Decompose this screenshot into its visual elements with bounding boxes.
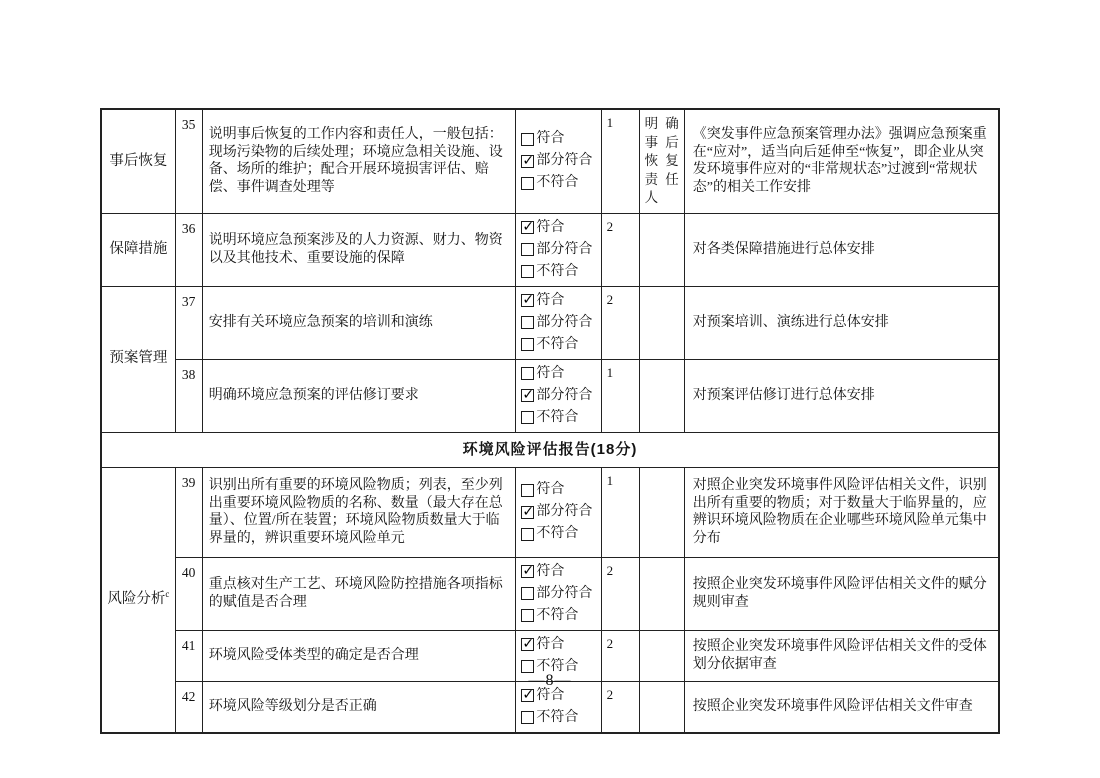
checkbox-icon[interactable]: [521, 484, 534, 497]
responsible-person-cell: [639, 213, 684, 286]
checkbox-icon[interactable]: [521, 133, 534, 146]
option-partial: [521, 240, 600, 260]
score-value: 1: [601, 467, 639, 557]
option-label: 不符合: [536, 709, 579, 725]
category-footnote: c: [165, 588, 170, 599]
checkbox-icon[interactable]: [521, 243, 534, 256]
option-label: 部分符合: [536, 153, 593, 169]
row-number: 42: [175, 681, 202, 733]
option-nonconform: [521, 408, 600, 428]
category-label: 预案管理: [109, 350, 168, 367]
checkbox-icon[interactable]: [521, 411, 534, 424]
checkbox-icon[interactable]: [521, 367, 534, 380]
option-label: 部分符合: [536, 241, 593, 257]
category-cell: [101, 467, 175, 733]
criterion-description: 环境风险等级划分是否正确: [202, 681, 516, 733]
option-nonconform: [521, 524, 600, 544]
category-label: 保障措施: [109, 240, 168, 257]
remark-text: 《突发事件应急预案管理办法》强调应急预案重在“应对”，适当向后延伸至“恢复”，即企业从突发环境事件应对的“非常规状态”过渡到“常规状态”的相关工作安排: [684, 109, 999, 213]
row-number: 40: [175, 557, 202, 630]
option-partial: [521, 584, 600, 604]
score-value: 2: [601, 213, 639, 286]
remark-text: 对预案评估修订进行总体安排: [684, 359, 999, 432]
category-cell: [101, 286, 175, 432]
responsible-person-cell: [639, 557, 684, 630]
compliance-options: [516, 286, 601, 359]
option-label: 符合: [536, 365, 565, 381]
option-label: 不符合: [536, 526, 579, 541]
category-label: 事后恢复: [109, 152, 168, 169]
criterion-description: 明确环境应急预案的评估修订要求: [202, 359, 516, 432]
option-conform: [521, 635, 600, 655]
remark-text: 按照企业突发环境事件风险评估相关文件的受体划分依据审查: [684, 630, 999, 681]
checkbox-icon[interactable]: [521, 294, 534, 307]
option-label: 部分符合: [536, 585, 593, 601]
compliance-options: [516, 213, 601, 286]
checkbox-icon[interactable]: [521, 389, 534, 402]
option-label: 部分符合: [536, 504, 593, 519]
responsible-person-cell: [639, 467, 684, 557]
checkbox-icon[interactable]: [521, 155, 534, 168]
compliance-options: [516, 109, 601, 213]
option-nonconform: [521, 173, 600, 193]
checkbox-icon[interactable]: [521, 316, 534, 329]
option-label: 符合: [536, 131, 565, 147]
option-partial: [521, 502, 600, 522]
remark-text: 按照企业突发环境事件风险评估相关文件审查: [684, 681, 999, 733]
option-label: 符合: [536, 292, 565, 308]
option-label: 不符合: [536, 336, 579, 352]
score-value: 2: [601, 286, 639, 359]
remark-text: 按照企业突发环境事件风险评估相关文件的赋分规则审查: [684, 557, 999, 630]
row-number: 41: [175, 630, 202, 681]
section-header: 环境风险评估报告(18分): [101, 432, 999, 467]
page-number: —8—: [528, 672, 572, 689]
score-value: 2: [601, 681, 639, 733]
checkbox-icon[interactable]: [521, 506, 534, 519]
option-conform: [521, 562, 600, 582]
option-nonconform: [521, 606, 600, 626]
option-label: 不符合: [536, 409, 579, 425]
option-partial: [521, 151, 600, 171]
option-nonconform: [521, 262, 600, 282]
remark-text: 对照企业突发环境事件风险评估相关文件，识别出所有重要的物质；对于数量大于临界量的，应辨识环境风险物质在企业哪些环境风险单元集中分布: [684, 467, 999, 557]
option-label: 符合: [536, 482, 565, 497]
option-nonconform: [521, 708, 600, 728]
category-label: 风险分析: [107, 590, 166, 607]
row-number: 39: [175, 467, 202, 557]
table-row: [101, 557, 999, 630]
option-label: 符合: [536, 687, 565, 703]
option-label: 不符合: [536, 263, 579, 279]
section-header-row: [101, 432, 999, 467]
option-nonconform: [521, 335, 600, 355]
checkbox-icon[interactable]: [521, 711, 534, 724]
checkbox-icon[interactable]: [521, 528, 534, 541]
checkbox-icon[interactable]: [521, 177, 534, 190]
option-label: 部分符合: [536, 314, 593, 330]
remark-text: 对预案培训、演练进行总体安排: [684, 286, 999, 359]
checkbox-icon[interactable]: [521, 689, 534, 702]
table-row: [101, 467, 999, 557]
option-partial: [521, 386, 600, 406]
option-partial: [521, 313, 600, 333]
compliance-options: [516, 467, 601, 557]
compliance-options: [516, 557, 601, 630]
checkbox-icon[interactable]: [521, 587, 534, 600]
table-row: [101, 359, 999, 432]
option-label: 不符合: [536, 607, 579, 623]
criterion-description: 重点核对生产工艺、环境风险防控措施各项指标的赋值是否合理: [202, 557, 516, 630]
remark-text: 对各类保障措施进行总体安排: [684, 213, 999, 286]
responsible-person-cell: [639, 359, 684, 432]
row-number: 38: [175, 359, 202, 432]
option-label: 不符合: [536, 175, 579, 191]
evaluation-table: [100, 108, 1000, 734]
responsible-person-cell: [639, 286, 684, 359]
score-value: 2: [601, 557, 639, 630]
row-number: 37: [175, 286, 202, 359]
option-label: 符合: [536, 563, 565, 579]
checkbox-icon[interactable]: [521, 609, 534, 622]
criterion-description: 识别出所有重要的环境风险物质；列表，至少列出重要环境风险物质的名称、数量（最大存在总量）、位置/所在装置；环境风险物质数量大于临界量的，辨识重要环境风险单元: [202, 467, 516, 557]
option-label: 符合: [536, 219, 565, 235]
score-value: 1: [601, 109, 639, 213]
criterion-description: 安排有关环境应急预案的培训和演练: [202, 286, 516, 359]
compliance-options: [516, 359, 601, 432]
category-cell: [101, 109, 175, 213]
option-conform: [521, 364, 600, 384]
checkbox-icon[interactable]: [521, 565, 534, 578]
criterion-description: 环境风险受体类型的确定是否合理: [202, 630, 516, 681]
checkbox-icon[interactable]: [521, 338, 534, 351]
responsible-person-cell: 明确事后恢复责任人: [639, 109, 684, 213]
criterion-description: 说明环境应急预案涉及的人力资源、财力、物资以及其他技术、重要设施的保障: [202, 213, 516, 286]
option-conform: [521, 480, 600, 500]
option-label: 符合: [536, 636, 565, 652]
score-value: 1: [601, 359, 639, 432]
checkbox-icon[interactable]: [521, 221, 534, 234]
option-label: 不符合: [536, 658, 579, 674]
checkbox-icon[interactable]: [521, 638, 534, 651]
option-label: 部分符合: [536, 387, 593, 403]
table-row: [101, 286, 999, 359]
checkbox-icon[interactable]: [521, 265, 534, 278]
score-value: 2: [601, 630, 639, 681]
row-number: 36: [175, 213, 202, 286]
row-number: 35: [175, 109, 202, 213]
category-cell: [101, 213, 175, 286]
criterion-description: 说明事后恢复的工作内容和责任人，一般包括：现场污染物的后续处理；环境应急相关设施、设备、场所的维护；配合开展环境损害评估、赔偿、事件调查处理等: [202, 109, 516, 213]
table-row: [101, 109, 999, 213]
option-conform: [521, 291, 600, 311]
table-row: [101, 213, 999, 286]
option-conform: [521, 218, 600, 238]
option-conform: [521, 129, 600, 149]
